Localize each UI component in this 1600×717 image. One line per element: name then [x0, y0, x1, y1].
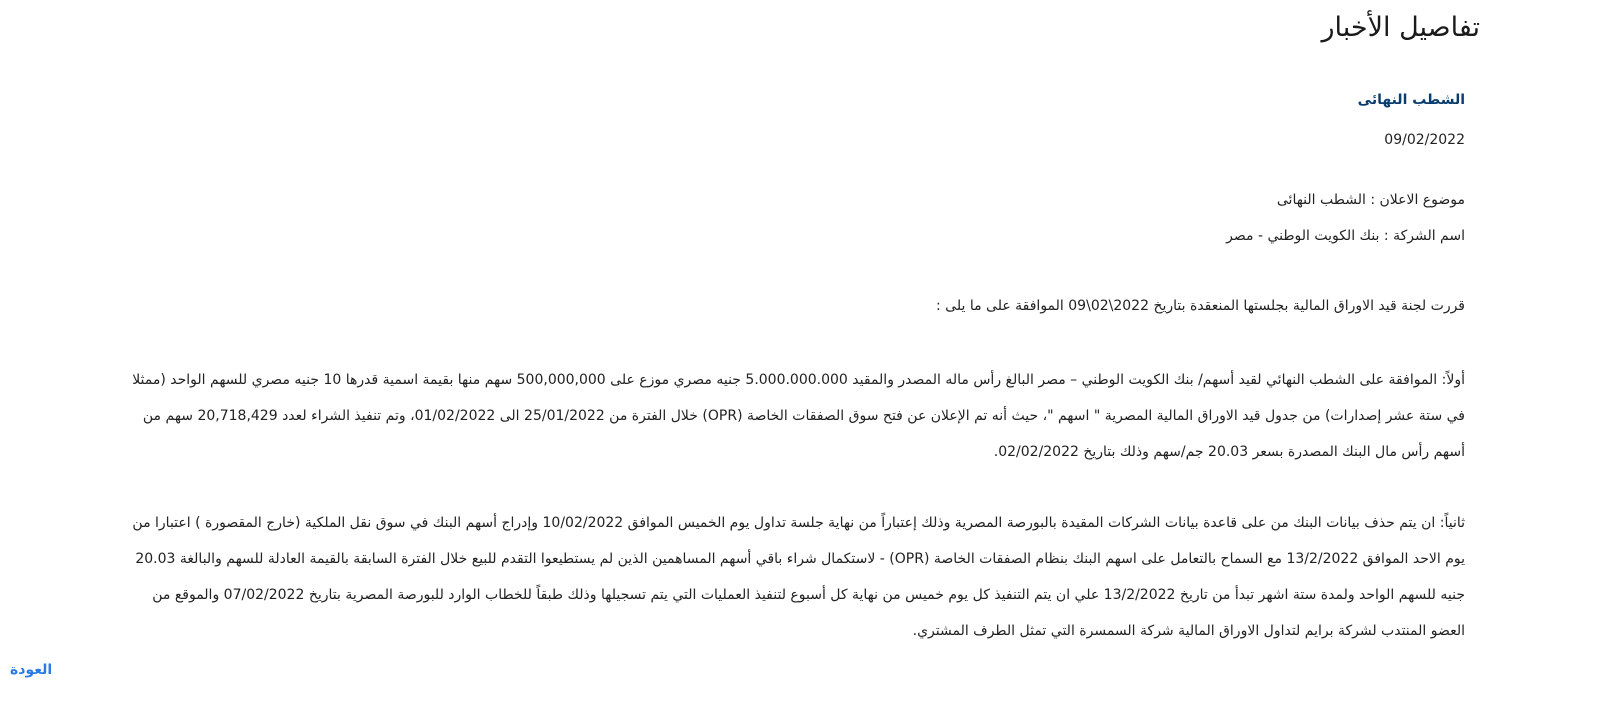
back-link[interactable]: العودة — [10, 662, 53, 678]
news-details-page — [120, 0, 1480, 717]
company-name: اسم الشركة : بنك الكويت الوطني - مصر — [1226, 228, 1465, 244]
decision-paragraph-first: أولاً: الموافقة على الشطب النهائي لقيد أسهم/ بنك الكويت الوطني – مصر البالغ رأس ماله المصدر والمقيد 5.000.000.000 جنيه مصري موزع على 500,000,000 سهم منها بقيمة اسمية قدرها 10 جنيه مصري للسهم الواحد (ممثلا في ستة عشر إصدارات) من جدول قيد الاوراق المالية المصرية " اسهم "، حيث أنه تم الإعلان عن فتح سوق الصفقات الخاصة (OPR) خلال الفترة من 25/01/2022 الى 01/02/2022، وتم تنفيذ الشراء لعدد 20,718,429 سهم من أسهم رأس مال البنك المصدرة بسعر 20.03 جم/سهم وذلك بتاريخ 02/02/2022. — [132, 372, 1465, 460]
decision-intro: قررت لجنة قيد الاوراق المالية بجلستها المنعقدة بتاريخ 2022\02\09 الموافقة على ما يلى : — [936, 298, 1465, 314]
news-date: 09/02/2022 — [1384, 132, 1465, 148]
page-title: تفاصيل الأخبار — [1321, 12, 1480, 43]
news-heading: الشطب النهائى — [1357, 92, 1465, 108]
announcement-subject: موضوع الاعلان : الشطب النهائى — [1276, 192, 1465, 208]
decision-paragraph-second: ثانياً: ان يتم حذف بيانات البنك من على قاعدة بيانات الشركات المقيدة بالبورصة المصرية وذلك إعتباراً من نهاية جلسة تداول يوم الخميس الموافق 10/02/2022 وإدراج أسهم البنك في سوق نقل الملكية (خارج المقصورة ) اعتبارا من يوم الاحد الموافق 13/2/2022 مع السماح بالتعامل على اسهم البنك بنظام الصفقات الخاصة (OPR) - لاستكمال شراء باقي أسهم المساهمين الذين لم يستطيعوا التقدم للبيع خلال الفترة السابقة بالقيمة العادلة للسهم والبالغة 20.03 جنيه للسهم الواحد ولمدة ستة اشهر تبدأ من تاريخ 13/2/2022 علي ان يتم التنفيذ كل يوم خميس من نهاية كل أسبوع لتنفيذ العمليات التي يتم تسجيلها وذلك طبقاً للخطاب الوارد للبورصة المصرية بتاريخ 07/02/2022 والموقع من العضو المنتدب لشركة برايم لتداول الاوراق المالية شركة السمسرة التي تمثل الطرف المشتري. — [132, 515, 1465, 639]
